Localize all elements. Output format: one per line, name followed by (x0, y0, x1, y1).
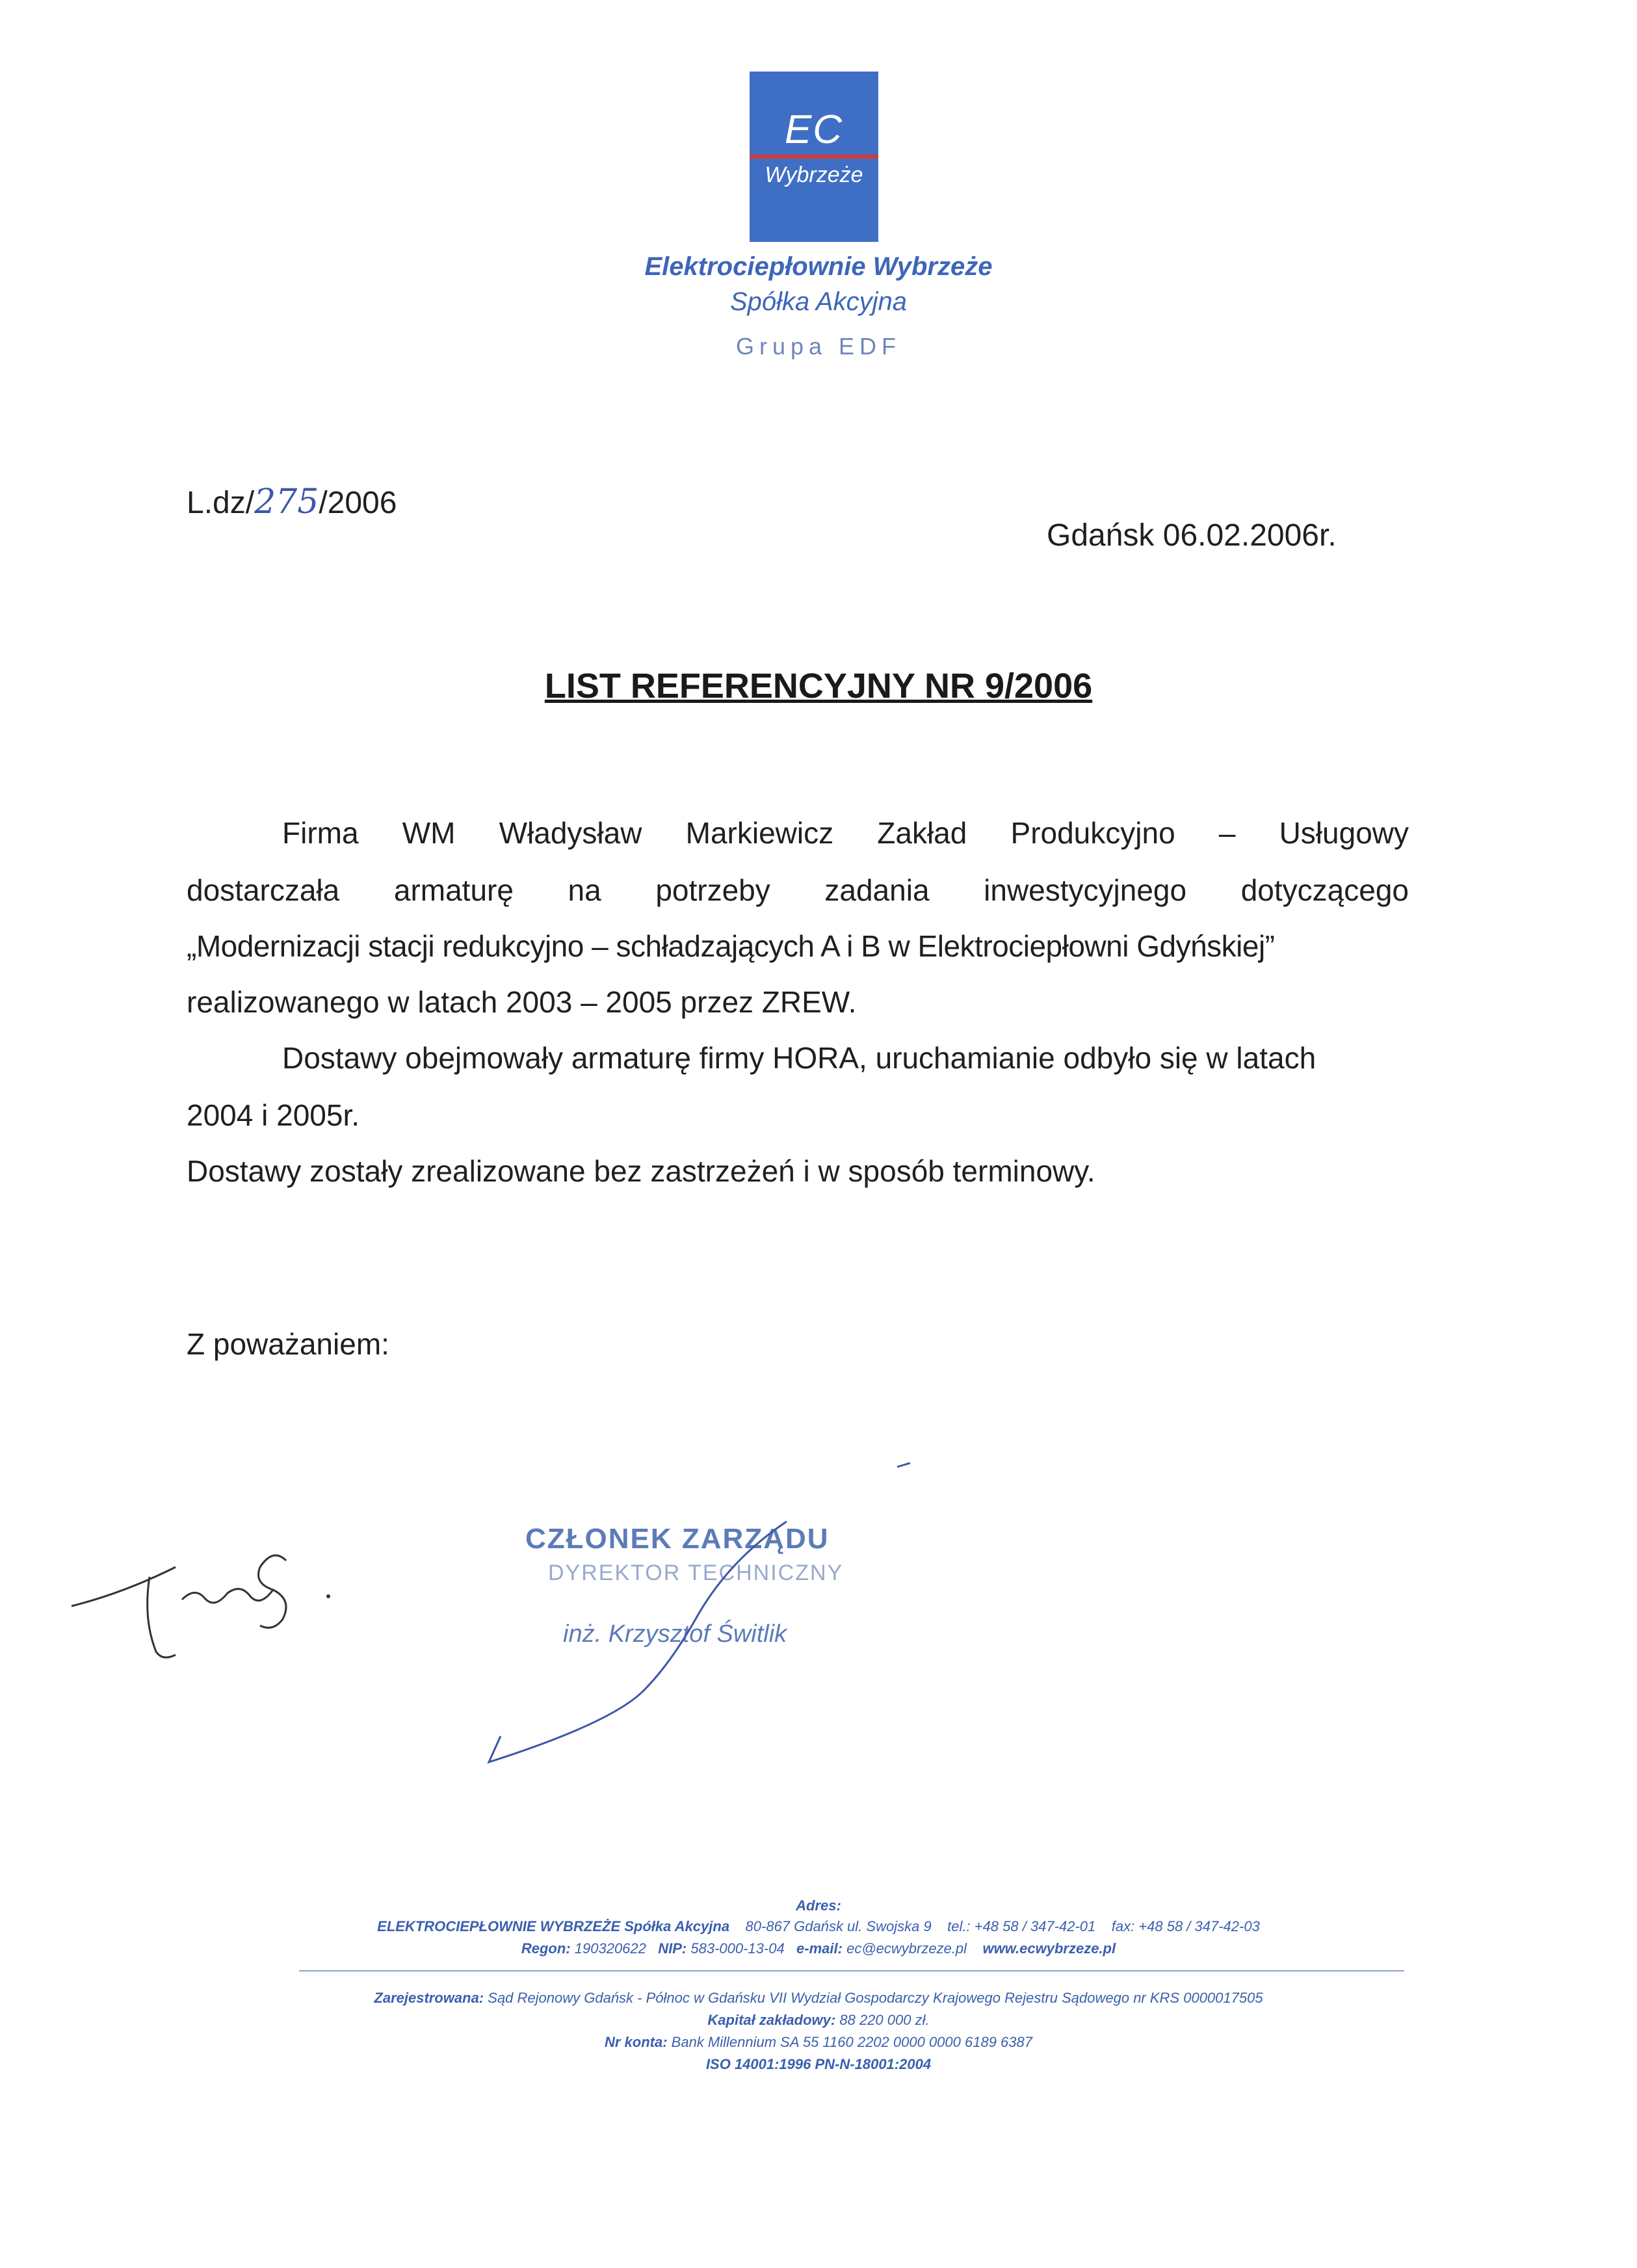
footer-email: ec@ecwybrzeze.pl (846, 1940, 967, 1957)
company-logo (750, 72, 878, 242)
body-line-4: realizowanego w latach 2003 – 2005 przez ZREW. (187, 985, 857, 1019)
footer-account: Bank Millennium SA 55 1160 2202 0000 0000 6189 6387 (671, 2034, 1032, 2050)
footer-line-2: Regon: 190320622 NIP: 583-000-13-04 e-mail: ec@ecwybrzeze.pl www.ecwybrzeze.pl (521, 1940, 1116, 1957)
company-legal-form: Spółka Akcyjna (730, 287, 907, 316)
body-line-5: Dostawy obejmowały armaturę firmy HORA, uruchamianie odbyło się w latach (282, 1041, 1316, 1075)
handwritten-signature (65, 1522, 351, 1678)
footer-capital: 88 220 000 zł. (839, 2012, 930, 2028)
footer-address: 80-867 Gdańsk ul. Swojska 9 (745, 1918, 932, 1934)
reference-prefix: L.dz/ (187, 486, 255, 520)
footer-iso: ISO 14001:1996 PN-N-18001:2004 (705, 2056, 932, 2072)
company-name: Elektrociepłownie Wybrzeże (644, 252, 993, 281)
footer-website: www.ecwybrzeze.pl (982, 1940, 1116, 1957)
logo-wybrzeze-text: Wybrzeże (765, 163, 863, 187)
footer-company: ELEKTROCIEPŁOWNIE WYBRZEŻE Spółka Akcyjna (377, 1918, 730, 1934)
footer-fax: fax: +48 58 / 347-42-03 (1111, 1918, 1260, 1934)
body-line-7: Dostawy zostały zrealizowane bez zastrzeżeń i w sposób terminowy. (187, 1154, 1095, 1188)
reference-suffix: /2006 (319, 486, 397, 520)
footer-address-label: Adres: (796, 1897, 841, 1914)
footer-regon: 190320622 (574, 1940, 646, 1957)
body-line-1-text: Firma WM Władysław Markiewicz Zakład Produkcyjno – Usługowy (282, 816, 1409, 850)
company-group: Grupa EDF (735, 333, 902, 360)
reference-number (187, 482, 397, 521)
body-line-3: „Modernizacji stacji redukcyjno – schładzających A i B w Elektrociepłowni Gdyńskiej” (187, 929, 1275, 963)
reference-handwritten-number: 275 (254, 482, 319, 521)
body-line-1 (187, 815, 1409, 850)
footer-divider (299, 1970, 1404, 1971)
stamp-signer-name: inż. Krzysztof Świtlik (563, 1620, 787, 1648)
stamp-signature (481, 1457, 910, 1769)
letter-title: LIST REFERENCYJNY NR 9/2006 (544, 666, 1093, 705)
footer-line-1 (0, 1918, 1637, 1935)
footer-tel: tel.: +48 58 / 347-42-01 (947, 1918, 1096, 1934)
body-line-6: 2004 i 2005r. (187, 1098, 360, 1132)
body-line-2: dostarczała armaturę na potrzeby zadania inwestycyjnego dotyczącego (187, 873, 1409, 907)
footer-line-6 (0, 2056, 1637, 2073)
footer-nip: 583-000-13-04 (690, 1940, 785, 1957)
stamp-subtitle: DYREKTOR TECHNICZNY (548, 1561, 844, 1585)
closing-phrase: Z poważaniem: (187, 1327, 389, 1361)
stamp-title: CZŁONEK ZARZĄDU (525, 1523, 830, 1555)
footer-registration: Sąd Rejonowy Gdańsk - Północ w Gdańsku VII Wydział Gospodarczy Krajowego Rejestru Sądowego nr KRS 0000017505 (488, 1990, 1263, 2006)
logo-ec-text: EC (784, 107, 844, 152)
logo-red-line (750, 155, 878, 159)
footer-line-5: Nr konta: Bank Millennium SA 55 1160 2202 0000 0000 6189 6387 (604, 2034, 1032, 2050)
letter-date: Gdańsk 06.02.2006r. (1047, 518, 1337, 553)
footer-line-4: Kapitał zakładowy: 88 220 000 zł. (707, 2012, 930, 2028)
footer-line-3: Zarejestrowana: Sąd Rejonowy Gdańsk - Północ w Gdańsku VII Wydział Gospodarczy Krajowego Rejestru Sądowego nr KRS 0000017505 (374, 1990, 1263, 2006)
